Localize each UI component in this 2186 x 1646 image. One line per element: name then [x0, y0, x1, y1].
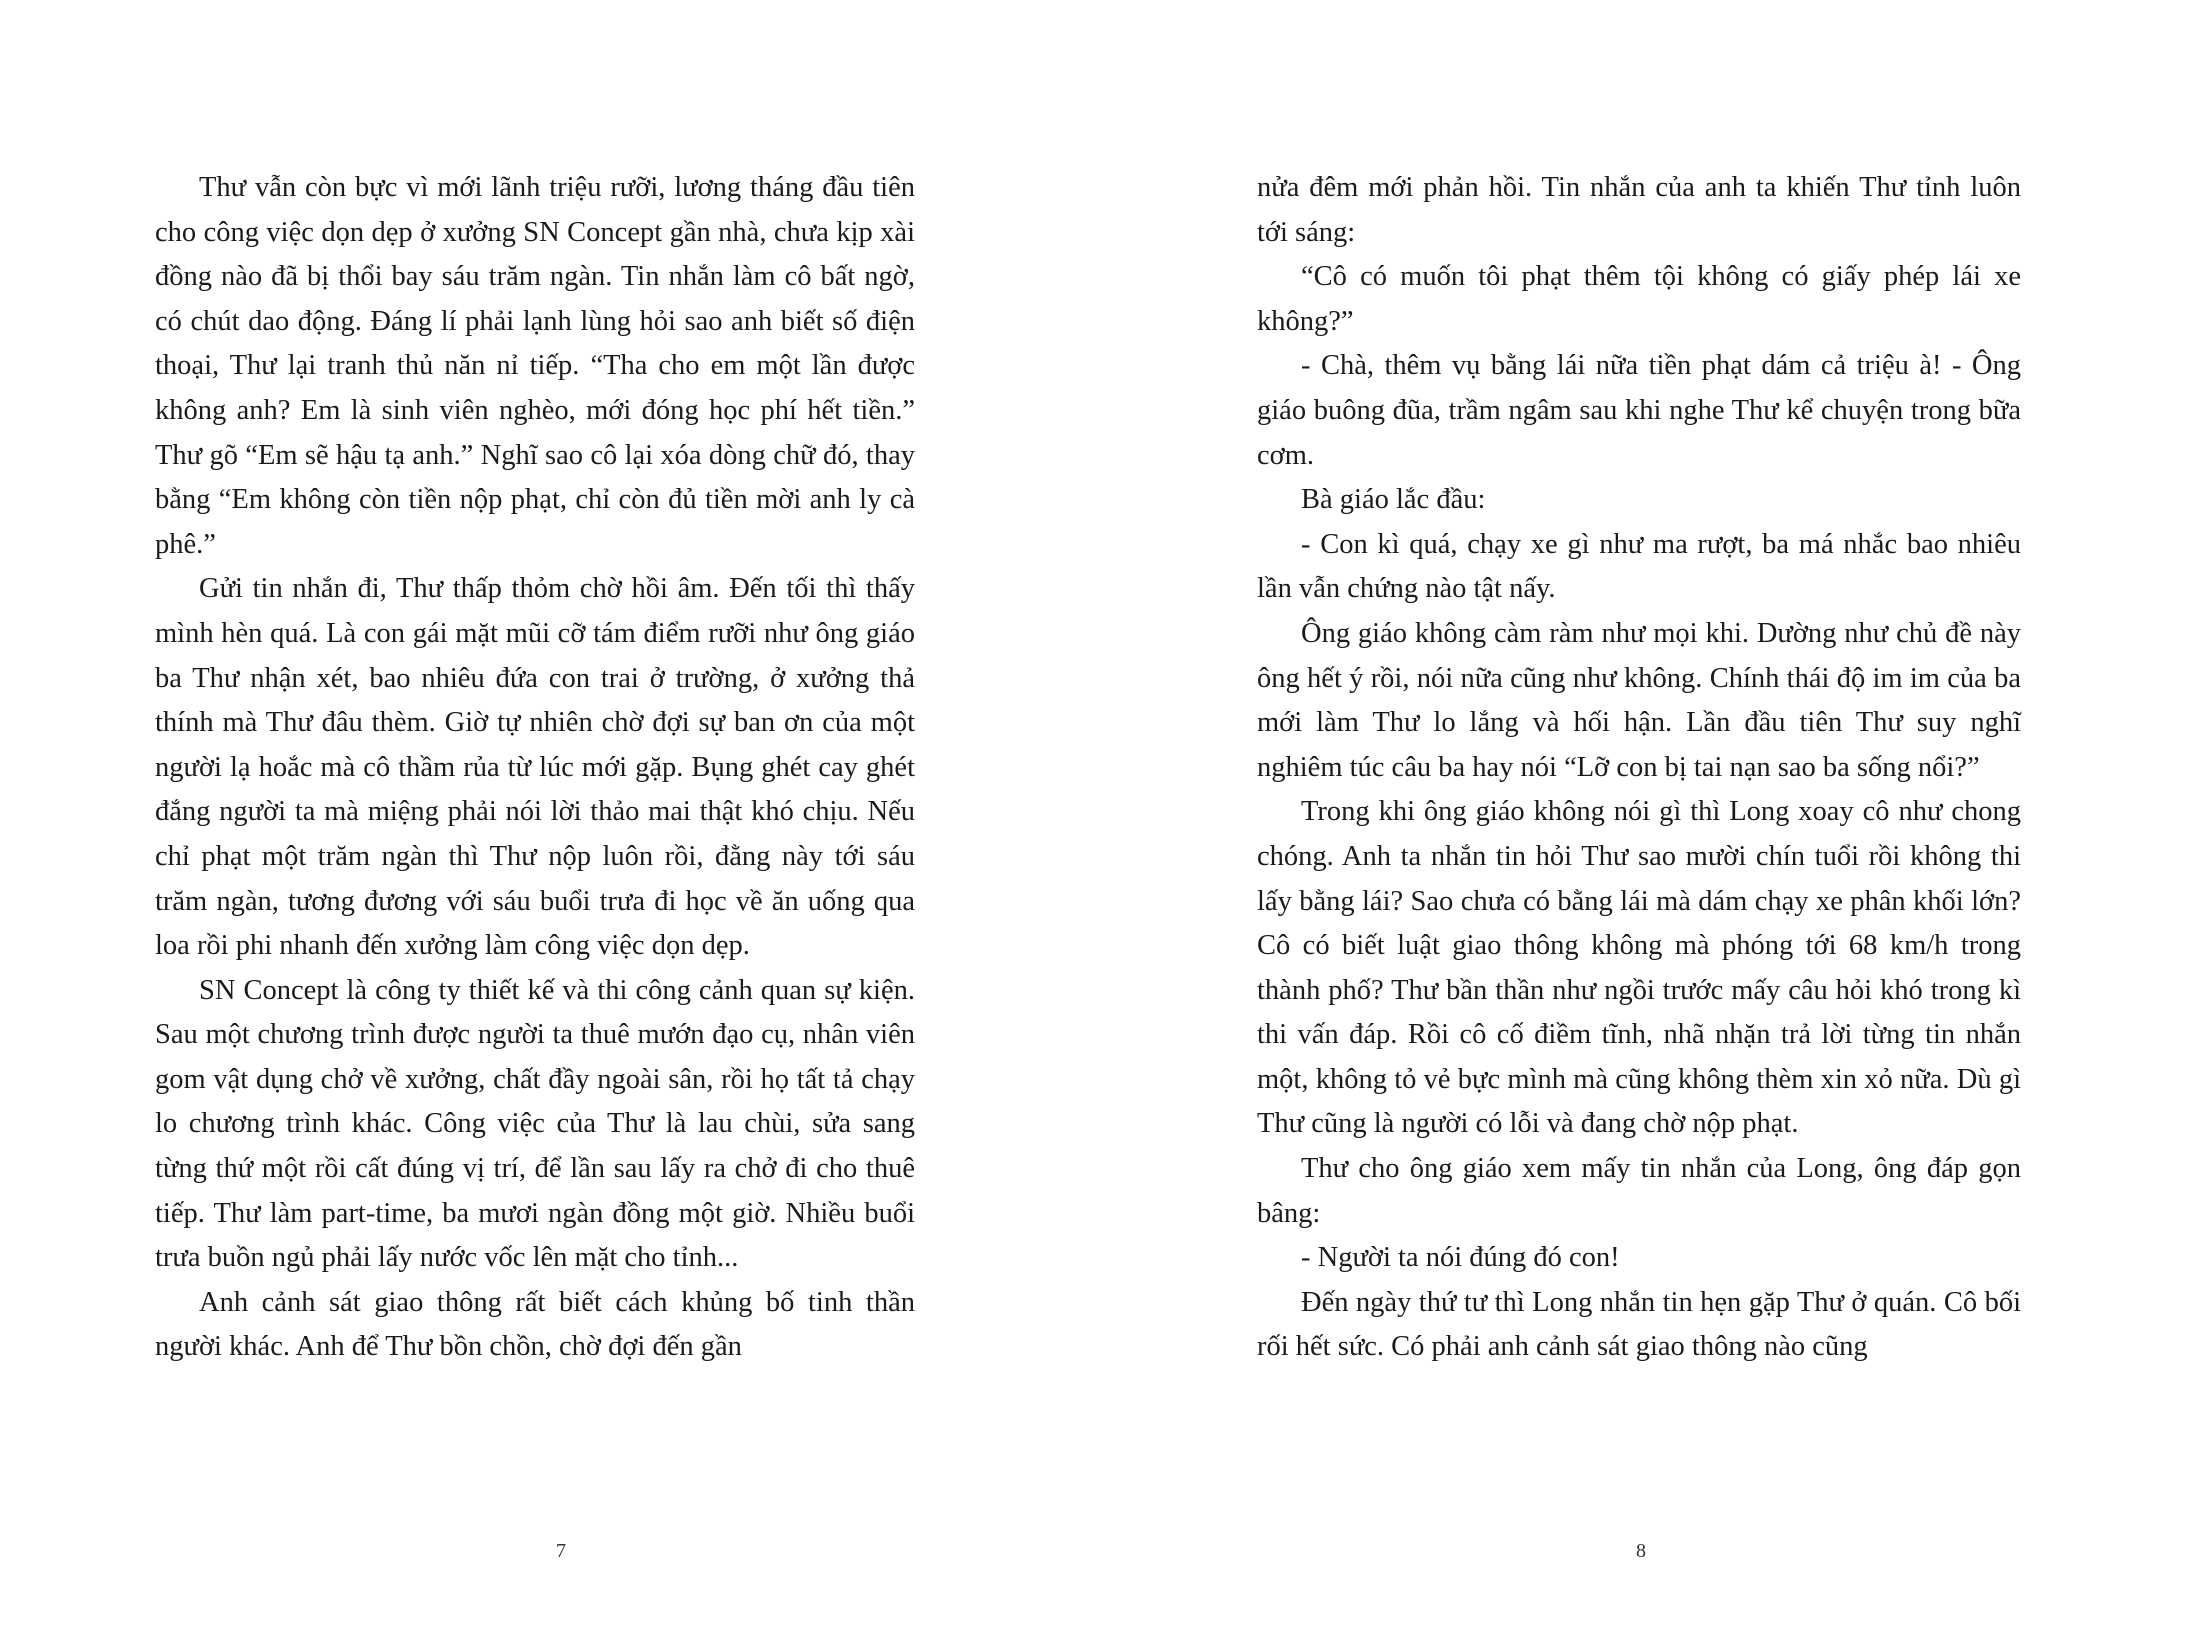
- paragraph: Bà giáo lắc đầu:: [1301, 484, 1486, 516]
- page-number: 8: [1636, 1540, 1646, 1562]
- right-page: [1093, 0, 2186, 1646]
- paragraph: - Người ta nói đúng đó con!: [1301, 1242, 1620, 1274]
- paragraph: - Con kì quá, chạy xe gì như ma rượt, ba má nhắc bao nhiêu lần vẫn chứng nào tật nấy.: [1257, 528, 2021, 605]
- paragraph: Thư cho ông giáo xem mấy tin nhắn của Long, ông đáp gọn bâng:: [1257, 1153, 2021, 1229]
- paragraph: Ông giáo không càm ràm như mọi khi. Dường như chủ đề này ông hết ý rồi, nói nữa cũng như không. Chính thái độ im im của ba mới làm Thư lo lắng và hối hận. Lần đầu tiên Thư suy nghĩ nghiêm túc câu ba hay nói “Lỡ con bị tai nạn sao ba sống nổi?”: [1257, 617, 2021, 783]
- paragraph: Đến ngày thứ tư thì Long nhắn tin hẹn gặp Thư ở quán. Cô bối rối hết sức. Có phải anh cảnh sát giao thông nào cũng: [1257, 1286, 2021, 1363]
- paragraph: SN Concept là công ty thiết kế và thi công cảnh quan sự kiện. Sau một chương trình được người ta thuê mướn đạo cụ, nhân viên gom vật dụng chở về xưởng, chất đầy ngoài sân, rồi họ tất tả chạy lo chương trình khác. Công việc của Thư là lau chùi, sửa sang từng thứ một rồi cất đúng vị trí, để lần sau lấy ra chở đi cho thuê tiếp. Thư làm part-time, ba mươi ngàn đồng một giờ. Nhiều buổi trưa buồn ngủ phải lấy nước vốc lên mặt cho tỉnh...: [155, 974, 915, 1274]
- paragraph: Thư vẫn còn bực vì mới lãnh triệu rưỡi, lương tháng đầu tiên cho công việc dọn dẹp ở xưởng SN Concept gần nhà, chưa kịp xài đồng nào đã bị thổi bay sáu trăm ngàn. Tin nhắn làm cô bất ngờ, có chút dao động. Đáng lí phải lạnh lùng hỏi sao anh biết số điện thoại, Thư lại tranh thủ năn nỉ tiếp. “Tha cho em một lần được không anh? Em là sinh viên nghèo, mới đóng học phí hết tiền.” Thư gõ “Em sẽ hậu tạ anh.” Nghĩ sao cô lại xóa dòng chữ đó, thay bằng “Em không còn tiền nộp phạt, chỉ còn đủ tiền mời anh ly cà phê.”: [155, 172, 915, 560]
- paragraph: “Cô có muốn tôi phạt thêm tội không có giấy phép lái xe không?”: [1257, 261, 2021, 337]
- right-page-text: [1257, 166, 2021, 1370]
- paragraph: - Chà, thêm vụ bằng lái nữa tiền phạt dám cả triệu à! - Ông giáo buông đũa, trầm ngâm sau khi nghe Thư kể chuyện trong bữa cơm.: [1257, 350, 2021, 471]
- page-number: 7: [556, 1540, 566, 1562]
- paragraph: Trong khi ông giáo không nói gì thì Long xoay cô như chong chóng. Anh ta nhắn tin hỏi Thư sao mười chín tuổi rồi không thi lấy bằng lái? Sao chưa có bằng lái mà dám chạy xe phân khối lớn? Cô có biết luật giao thông không mà phóng tới 68 km/h trong thành phố? Thư bần thần như ngồi trước mấy câu hỏi khó trong kì thi vấn đáp. Rồi cô cố điềm tĩnh, nhã nhặn trả lời từng tin nhắn một, không tỏ vẻ bực mình mà cũng không thèm xin xỏ nữa. Dù gì Thư cũng là người có lỗi và đang chờ nộp phạt.: [1257, 796, 2021, 1140]
- paragraph: Gửi tin nhắn đi, Thư thấp thỏm chờ hồi âm. Đến tối thì thấy mình hèn quá. Là con gái mặt mũi cỡ tám điểm rưỡi như ông giáo ba Thư nhận xét, bao nhiêu đứa con trai ở trường, ở xưởng thả thính mà Thư đâu thèm. Giờ tự nhiên chờ đợi sự ban ơn của một người lạ hoắc mà cô thầm rủa từ lúc mới gặp. Bụng ghét cay ghét đắng người ta mà miệng phải nói lời thảo mai thật khó chịu. Nếu chỉ phạt một trăm ngàn thì Thư nộp luôn rồi, đằng này tới sáu trăm ngàn, tương đương với sáu buổi trưa đi học về ăn uống qua loa rồi phi nhanh đến xưởng làm công việc dọn dẹp.: [155, 573, 915, 962]
- continued-paragraph: nửa đêm mới phản hồi. Tin nhắn của anh ta khiến Thư tỉnh luôn tới sáng:: [1257, 172, 2021, 248]
- left-page-text: [155, 166, 915, 1370]
- paragraph: Anh cảnh sát giao thông rất biết cách khủng bố tinh thần người khác. Anh để Thư bồn chồn, chờ đợi đến gần: [155, 1286, 915, 1363]
